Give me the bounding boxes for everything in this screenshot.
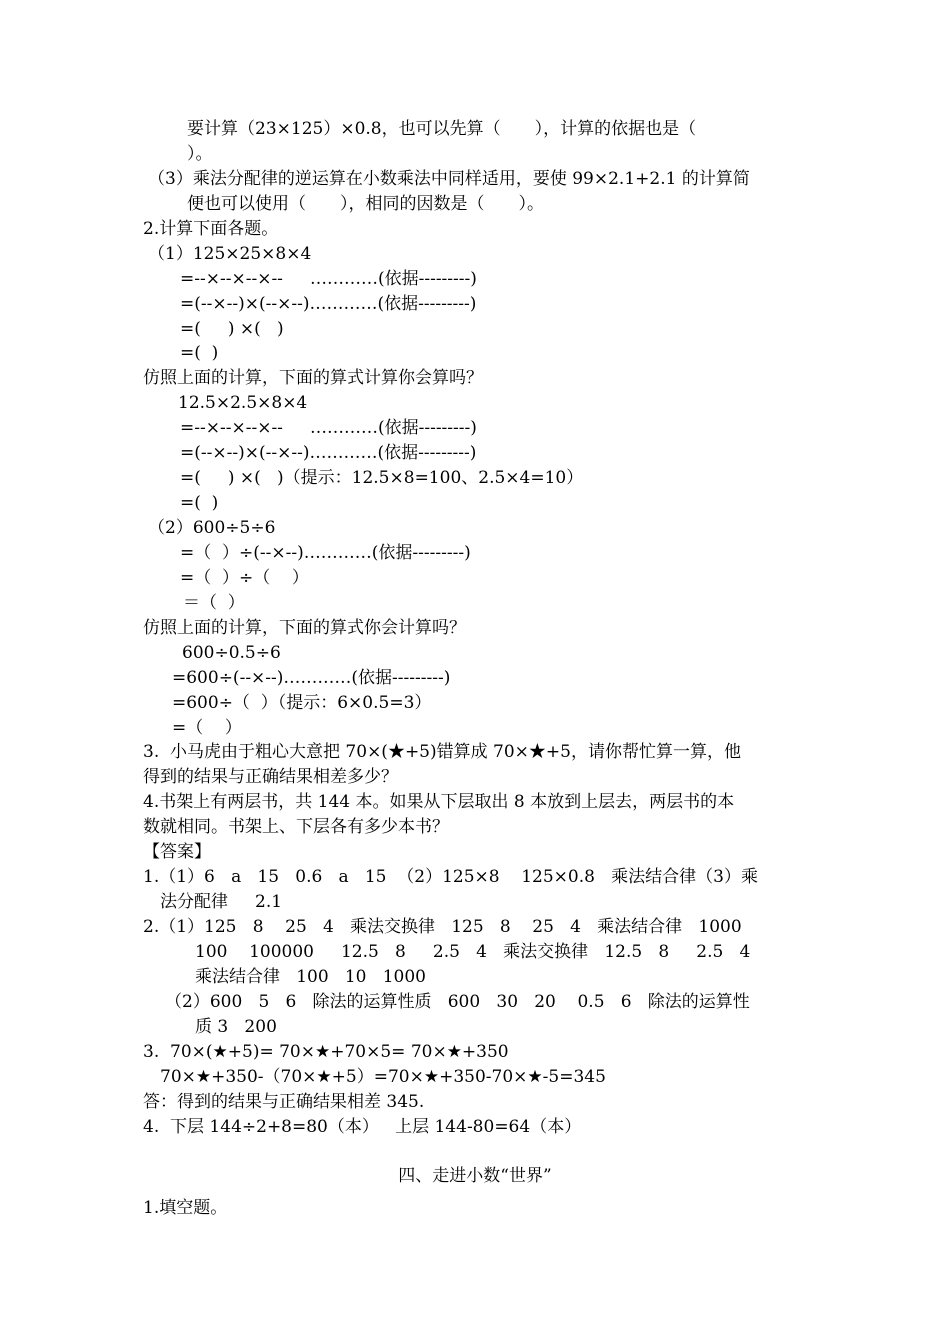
text-line: =--×--×--×-- …………(依据---------) [180,269,477,289]
text-line: 法分配律 2.1 [160,892,283,912]
text-line: 得到的结果与正确结果相差多少？ [143,767,398,787]
text-line: 要计算（23×125）×0.8，也可以先算（ ），计算的依据也是（ [187,119,697,139]
text-line: =(--×--)×(--×--)…………(依据---------) [180,294,477,314]
text-line: 仿照上面的计算，下面的算式计算你会算吗？ [143,368,483,388]
text-line: 600÷0.5÷6 [182,643,281,663]
text-line: （1）125×25×8×4 [148,244,312,264]
text-line: 4.书架上有两层书，共 144 本。如果从下层取出 8 本放到上层去，两层书的本 [143,792,735,812]
text-line: （3）乘法分配律的逆运算在小数乘法中同样适用，要使 99×2.1+2.1 的计算简 [148,169,750,189]
text-line: 便也可以使用（ ），相同的因数是（ ）。 [187,194,544,214]
text-line: 12.5×2.5×8×4 [178,393,308,413]
text-line: =( ) ×( )（提示：12.5×8=100、2.5×4=10） [180,468,584,488]
text-line: 乘法结合律 100 10 1000 [195,967,426,987]
text-line: 70×★+350-（70×★+5）=70×★+350-70×★-5=345 [160,1067,606,1087]
text-line: 2.计算下面各题。 [143,219,279,239]
text-line: ）。 [187,144,213,164]
section-heading: 四、走进小数“世界” [398,1166,552,1186]
text-line: 3. 小马虎由于粗心大意把 70×(★+5)错算成 70×★+5，请你帮忙算一算，他 [143,742,741,762]
text-line: =600÷(--×--)…………(依据---------) [172,668,451,688]
text-line: =(--×--)×(--×--)…………(依据---------) [180,443,477,463]
text-line: 答：得到的结果与正确结果相差 345. [143,1092,425,1112]
text-line: ＝（ ） [183,593,245,613]
text-line: =（ ） [172,718,242,738]
text-line: 仿照上面的计算，下面的算式你会计算吗？ [143,618,466,638]
text-line: =（ ）÷(--×--)…………(依据---------) [180,543,471,563]
text-line: 1.（1）6 a 15 0.6 a 15 （2）125×8 125×0.8 乘法结合律（3）乘 [143,867,758,887]
text-line: 【答案】 [143,842,211,862]
text-line: =( ) ×( ) [180,319,284,339]
text-line: =（ ）÷（ ） [180,568,309,588]
text-line: 100 100000 12.5 8 2.5 4 乘法交换律 12.5 8 2.5 4 [195,942,751,962]
text-line: 4. 下层 144÷2+8=80（本） 上层 144-80=64（本） [143,1117,582,1137]
text-line: （2）600÷5÷6 [148,518,276,538]
text-line: =( ) [180,343,219,363]
text-line: =--×--×--×-- …………(依据---------) [180,418,477,438]
text-line: 质 3 200 [195,1017,277,1037]
text-line: 3. 70×(★+5)= 70×★+70×5= 70×★+350 [143,1042,509,1062]
text-line: 2.（1）125 8 25 4 乘法交换律 125 8 25 4 乘法结合律 1000 [143,917,742,937]
text-line: =( ) [180,493,219,513]
text-line: =600÷（ ）（提示：6×0.5=3） [172,693,432,713]
text-line: 数就相同。书架上、下层各有多少本书？ [143,817,449,837]
text-line: （2）600 5 6 除法的运算性质 600 30 20 0.5 6 除法的运算性 [165,992,750,1012]
section-first-line: 1.填空题。 [143,1198,228,1218]
